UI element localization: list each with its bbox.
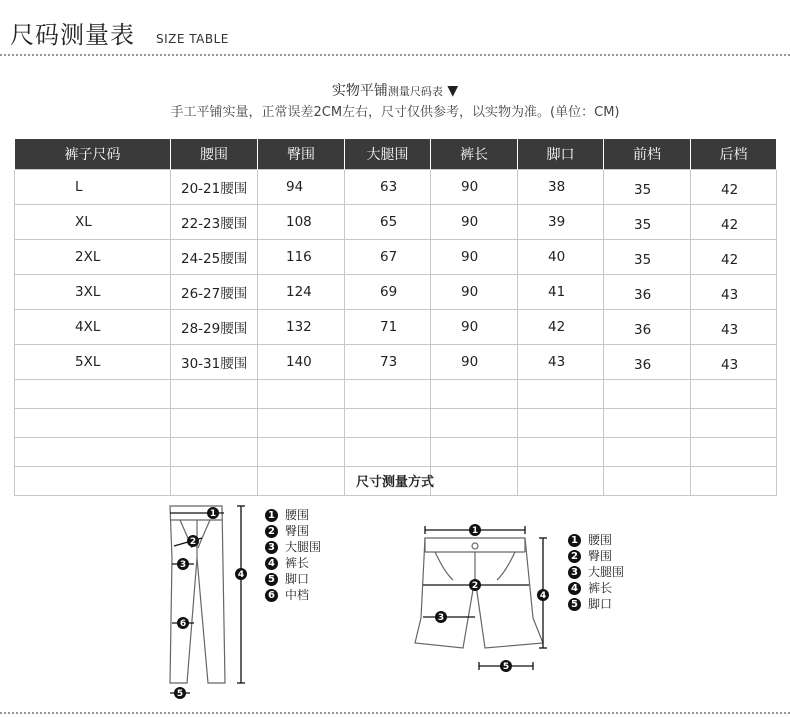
table-cell: 42	[691, 205, 777, 240]
svg-text:6: 6	[179, 619, 187, 629]
table-cell: 36	[604, 345, 691, 380]
table-cell: 43	[518, 345, 604, 380]
legend-label: 脚口	[285, 572, 310, 586]
empty-table-row	[15, 380, 777, 409]
table-cell: 73	[345, 345, 431, 380]
table-cell	[691, 409, 777, 438]
table-cell	[691, 438, 777, 467]
table-cell	[15, 438, 171, 467]
table-cell: 90	[431, 345, 518, 380]
table-cell: 38	[518, 170, 604, 205]
table-cell: 35	[604, 205, 691, 240]
table-cell: 43	[691, 310, 777, 345]
table-cell	[171, 380, 258, 409]
pants-diagram	[150, 498, 265, 703]
table-cell: 24-25腰围	[171, 240, 258, 275]
table-cell: XL	[15, 205, 171, 240]
column-header: 后档	[691, 139, 777, 170]
number-badge-icon: 2	[265, 525, 278, 538]
empty-table-row	[15, 409, 777, 438]
table-body	[15, 170, 777, 496]
column-header: 前档	[604, 139, 691, 170]
table-cell	[431, 409, 518, 438]
table-cell	[431, 438, 518, 467]
legend-label: 裤长	[285, 556, 310, 570]
table-cell: 2XL	[15, 240, 171, 275]
table-cell: 71	[345, 310, 431, 345]
page-title-en: SIZE TABLE	[156, 32, 229, 46]
svg-text:3: 3	[179, 560, 187, 570]
legend-item	[265, 587, 321, 603]
table-cell: 90	[431, 240, 518, 275]
table-cell: 5XL	[15, 345, 171, 380]
table-cell: 36	[604, 275, 691, 310]
number-badge-icon: 5	[568, 598, 581, 611]
table-cell: 108	[258, 205, 345, 240]
table-cell: 4XL	[15, 310, 171, 345]
table-header-row	[15, 139, 777, 170]
empty-table-row	[15, 438, 777, 467]
legend-item	[568, 548, 624, 564]
number-badge-icon: 3	[568, 566, 581, 579]
top-divider	[0, 54, 790, 56]
table-cell: 90	[431, 170, 518, 205]
table-cell: 35	[604, 170, 691, 205]
legend-item	[568, 596, 624, 612]
table-cell	[518, 438, 604, 467]
table-heading-main: 实物平铺	[331, 83, 388, 99]
table-cell: 90	[431, 205, 518, 240]
number-badge-icon: 1	[568, 534, 581, 547]
measure-method-title: 尺寸测量方式	[355, 475, 434, 490]
svg-text:1: 1	[209, 509, 217, 519]
table-cell: 43	[691, 275, 777, 310]
legend-item	[265, 539, 321, 555]
table-row	[15, 205, 777, 240]
measurement-note: 手工平铺实量，正常误差2CM左右，尺寸仅供参考，以实物为准。(单位：CM)	[170, 105, 620, 120]
table-cell	[345, 438, 431, 467]
legend-label: 腰围	[588, 533, 613, 547]
column-header: 裤长	[431, 139, 518, 170]
table-cell: 116	[258, 240, 345, 275]
svg-text:2: 2	[471, 581, 479, 591]
table-cell	[604, 409, 691, 438]
table-cell	[691, 380, 777, 409]
table-cell	[604, 380, 691, 409]
table-row	[15, 170, 777, 205]
legend-item	[568, 564, 624, 580]
legend-label: 臀围	[588, 549, 613, 563]
bottom-divider	[0, 712, 790, 714]
table-cell: 90	[431, 275, 518, 310]
table-cell: 94	[258, 170, 345, 205]
table-cell	[15, 409, 171, 438]
table-cell: 67	[345, 240, 431, 275]
column-header: 裤子尺码	[15, 139, 171, 170]
column-header: 大腿围	[345, 139, 431, 170]
legend-label: 腰围	[285, 508, 310, 522]
number-badge-icon: 5	[265, 573, 278, 586]
svg-text:4: 4	[237, 570, 245, 580]
legend-label: 裤长	[588, 581, 613, 595]
legend-item	[568, 532, 624, 548]
table-cell: 35	[604, 240, 691, 275]
table-cell	[345, 409, 431, 438]
number-badge-icon: 1	[265, 509, 278, 522]
svg-text:3: 3	[437, 613, 445, 623]
number-badge-icon: 4	[265, 557, 278, 570]
table-cell: 124	[258, 275, 345, 310]
table-cell: 39	[518, 205, 604, 240]
legend-item	[568, 580, 624, 596]
table-heading	[0, 80, 790, 100]
table-cell: 132	[258, 310, 345, 345]
number-badge-icon: 6	[265, 589, 278, 602]
page-title: 尺码测量表	[10, 21, 135, 49]
number-badge-icon: 3	[265, 541, 278, 554]
legend-label: 脚口	[588, 597, 613, 611]
table-cell: 20-21腰围	[171, 170, 258, 205]
size-table	[14, 139, 777, 496]
table-cell	[258, 409, 345, 438]
pants-markers	[174, 507, 247, 699]
table-row	[15, 345, 777, 380]
column-header: 脚口	[518, 139, 604, 170]
table-cell: L	[15, 170, 171, 205]
svg-text:2: 2	[189, 537, 197, 547]
shorts-diagram	[405, 518, 555, 678]
legend-item	[265, 523, 321, 539]
table-cell: 26-27腰围	[171, 275, 258, 310]
table-cell: 30-31腰围	[171, 345, 258, 380]
legend-label: 大腿围	[588, 565, 625, 579]
table-cell	[518, 380, 604, 409]
shorts-legend	[568, 532, 624, 612]
table-cell: 42	[691, 170, 777, 205]
shorts-markers	[435, 524, 549, 672]
table-cell: 36	[604, 310, 691, 345]
svg-text:1: 1	[471, 526, 479, 536]
legend-label: 大腿围	[285, 540, 322, 554]
table-cell: 63	[345, 170, 431, 205]
table-cell: 3XL	[15, 275, 171, 310]
table-cell	[518, 409, 604, 438]
svg-text:5: 5	[176, 689, 184, 699]
table-cell	[258, 438, 345, 467]
table-cell: 40	[518, 240, 604, 275]
table-cell	[345, 380, 431, 409]
legend-item	[265, 507, 321, 523]
table-cell	[171, 409, 258, 438]
column-header: 腰围	[171, 139, 258, 170]
table-cell: 22-23腰围	[171, 205, 258, 240]
table-row	[15, 240, 777, 275]
table-cell: 90	[431, 310, 518, 345]
table-cell: 140	[258, 345, 345, 380]
legend-label: 臀围	[285, 524, 310, 538]
down-triangle-icon: ▼	[447, 83, 459, 99]
table-cell	[431, 380, 518, 409]
table-cell: 42	[518, 310, 604, 345]
number-badge-icon: 4	[568, 582, 581, 595]
table-cell: 28-29腰围	[171, 310, 258, 345]
table-cell	[258, 380, 345, 409]
column-header: 臀围	[258, 139, 345, 170]
svg-text:4: 4	[539, 591, 547, 601]
table-cell: 42	[691, 240, 777, 275]
table-cell: 69	[345, 275, 431, 310]
legend-item	[265, 571, 321, 587]
pants-legend	[265, 507, 321, 603]
table-cell: 65	[345, 205, 431, 240]
number-badge-icon: 2	[568, 550, 581, 563]
svg-text:5: 5	[502, 662, 510, 672]
table-cell	[15, 380, 171, 409]
table-cell	[171, 438, 258, 467]
table-cell	[604, 438, 691, 467]
table-heading-small: 测量尺码表	[387, 85, 443, 98]
table-cell: 43	[691, 345, 777, 380]
legend-item	[265, 555, 321, 571]
table-row	[15, 275, 777, 310]
table-cell: 41	[518, 275, 604, 310]
table-row	[15, 310, 777, 345]
legend-label: 中档	[285, 588, 310, 602]
